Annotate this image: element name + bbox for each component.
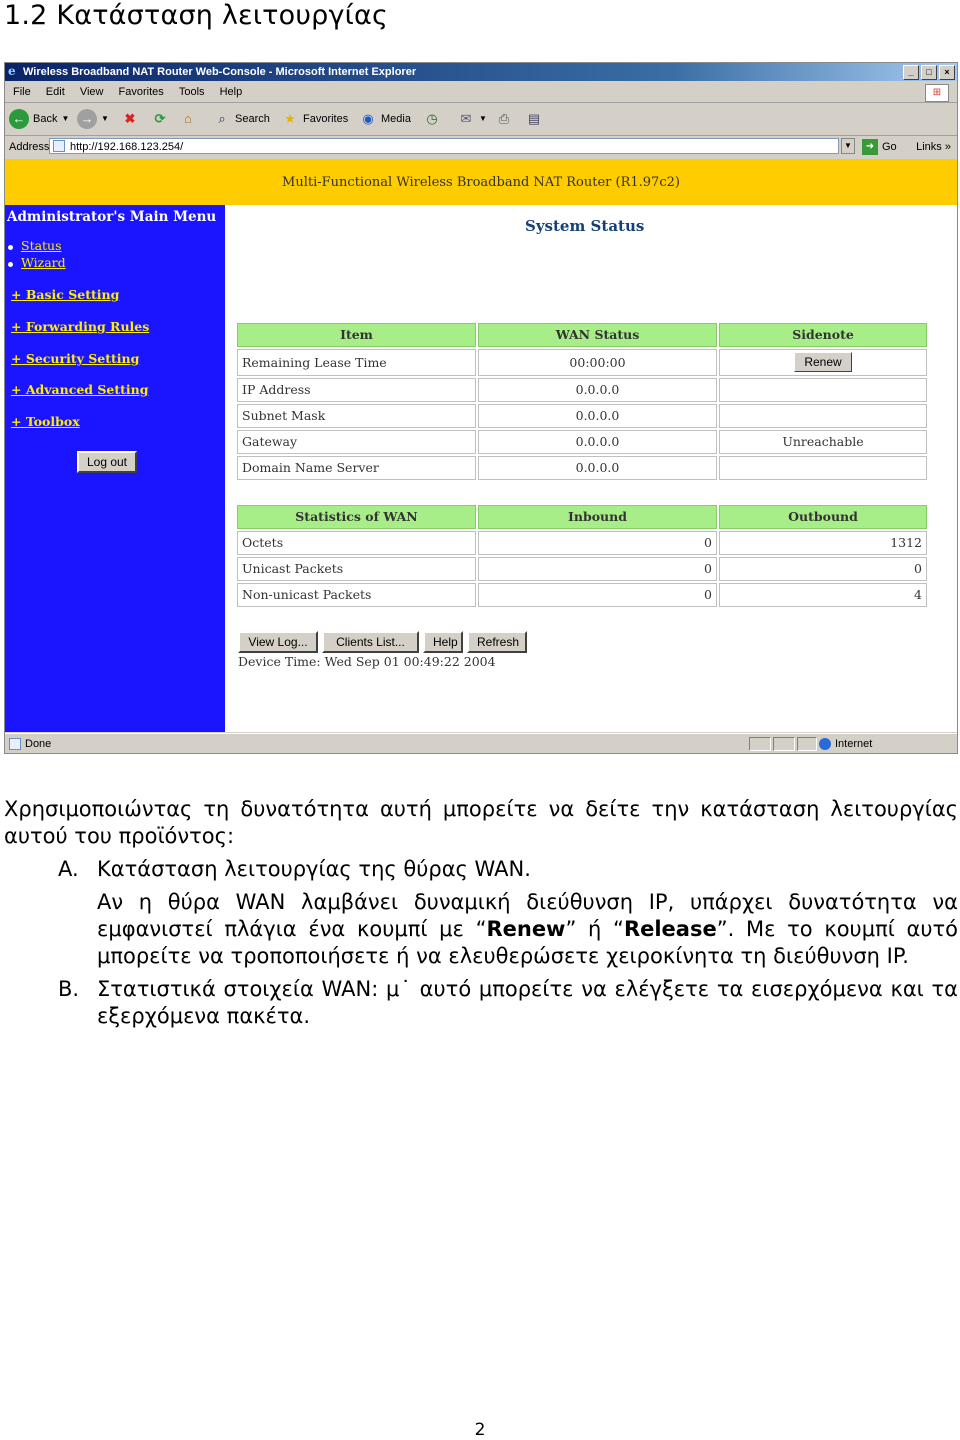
go-arrow-icon: ➜ <box>862 139 878 155</box>
stop-icon: ✖ <box>124 111 136 126</box>
home-icon: ⌂ <box>184 111 192 126</box>
table-row <box>237 430 929 456</box>
window-title: Wireless Broadband NAT Router Web-Console - Microsoft Internet Explorer <box>23 66 417 78</box>
history-icon: ◷ <box>426 111 438 126</box>
printer-icon: ⎙ <box>498 111 510 126</box>
media-icon: ◉ <box>362 111 374 126</box>
row-value: 0.0.0.0 <box>478 404 717 428</box>
row-inbound: 0 <box>478 583 717 607</box>
favorites-button[interactable]: ★ Favorites <box>281 108 348 130</box>
windows-flag-icon: ⊞ <box>925 84 949 102</box>
mail-icon: ✉ <box>460 111 472 126</box>
list-marker-a: A. <box>58 857 79 881</box>
table-row <box>237 378 929 404</box>
table-header-row <box>237 505 929 531</box>
clients-list-button[interactable]: Clients List... <box>322 631 419 653</box>
admin-menu-title: Administrator's Main Menu <box>7 209 217 225</box>
action-buttons <box>238 631 527 653</box>
row-item: Remaining Lease Time <box>237 349 476 376</box>
status-text: Done <box>25 738 52 750</box>
sidebar-item-advanced-setting[interactable]: + Advanced Setting <box>11 382 149 397</box>
header-inbound: Inbound <box>478 505 717 529</box>
table-row <box>237 557 929 583</box>
list-marker-b: B. <box>58 977 80 1001</box>
address-dropdown-icon[interactable]: ▼ <box>841 138 855 154</box>
menu-file[interactable]: File <box>13 86 31 98</box>
ie-logo-icon: e <box>8 64 16 78</box>
router-banner-title: Multi-Functional Wireless Broadband NAT Router (R1.97c2) <box>282 175 680 190</box>
section-heading: 1.2 Κατάσταση λειτουργίας <box>4 0 389 31</box>
header-statistics: Statistics of WAN <box>237 505 476 529</box>
sidebar-item-wizard[interactable]: Wizard <box>21 255 66 270</box>
go-button[interactable]: ➜ Go <box>862 136 897 158</box>
status-segment <box>773 737 795 751</box>
address-bar <box>5 136 957 158</box>
maximize-icon[interactable]: □ <box>921 65 937 80</box>
sidebar-item-toolbox[interactable]: + Toolbox <box>11 414 80 429</box>
forward-arrow-icon: → <box>77 109 97 129</box>
status-segment <box>749 737 771 751</box>
list-item-b-text: Στατιστικά στοιχεία WAN: μ˙ αυτό μπορείτε να ελέγξετε τα εισερχόμενα και τα εξερχόμενα πακέτα. <box>97 977 958 1028</box>
view-log-button[interactable]: View Log... <box>238 631 318 653</box>
row-outbound: 4 <box>719 583 927 607</box>
renew-button[interactable]: Renew <box>794 352 852 372</box>
table-row <box>237 404 929 430</box>
links-button[interactable]: Links » <box>916 141 951 153</box>
bullet-icon <box>8 262 13 267</box>
chevron-down-icon: ▼ <box>61 114 70 123</box>
search-icon: ⌕ <box>218 111 226 126</box>
history-button[interactable] <box>423 108 441 130</box>
page-number: 2 <box>474 1420 486 1440</box>
page-title: System Status <box>525 217 645 235</box>
row-note <box>719 349 927 376</box>
forward-button[interactable] <box>77 108 109 130</box>
release-term: Release <box>623 917 717 941</box>
sidebar-item-basic-setting[interactable]: + Basic Setting <box>11 287 120 302</box>
router-page <box>5 159 957 732</box>
refresh-icon: ⟳ <box>154 111 166 126</box>
header-item: Item <box>237 323 476 347</box>
stop-button[interactable] <box>121 108 139 130</box>
admin-sidebar <box>5 205 225 732</box>
table-row <box>237 531 929 557</box>
row-inbound: 0 <box>478 531 717 555</box>
sidebar-item-forwarding-rules[interactable]: + Forwarding Rules <box>11 319 150 334</box>
row-item: Gateway <box>237 430 476 454</box>
renew-term: Renew <box>486 917 566 941</box>
media-button[interactable]: ◉ Media <box>359 108 411 130</box>
security-zone: Internet <box>819 734 872 754</box>
row-item: Non-unicast Packets <box>237 583 476 607</box>
menu-help[interactable]: Help <box>219 86 243 98</box>
router-banner <box>5 159 957 205</box>
menu-tools[interactable]: Tools <box>178 86 205 98</box>
row-outbound: 0 <box>719 557 927 581</box>
close-icon[interactable]: × <box>939 65 955 80</box>
list-item-a-title: Κατάσταση λειτουργίας της θύρας WAN. <box>97 857 531 881</box>
sidebar-item-security-setting[interactable]: + Security Setting <box>11 351 140 366</box>
list-item-a-text: Αν η θύρα WAN λαμβάνει δυναμική διεύθυνση IP, υπάρχει δυνατότητα να εμφανιστεί πλάγια ένα κουμπί με “Renew” ή “Release”. Με το κουμπί αυτό μπορείτε να τροποποιήσετε ή να ελευθερώσετε χειροκίνητα τη διεύθυνση IP. <box>97 890 959 968</box>
menu-view[interactable]: View <box>79 86 104 98</box>
row-note: Unreachable <box>719 430 927 454</box>
mail-button[interactable] <box>457 108 487 130</box>
refresh-button[interactable] <box>151 108 169 130</box>
chevron-down-icon: ▼ <box>101 114 109 123</box>
logout-button[interactable]: Log out <box>77 451 137 473</box>
edit-icon: ▤ <box>527 111 541 126</box>
row-item: Octets <box>237 531 476 555</box>
menu-edit[interactable]: Edit <box>45 86 65 98</box>
header-wan-status: WAN Status <box>478 323 717 347</box>
status-segment <box>797 737 817 751</box>
wan-status-table <box>237 323 929 482</box>
header-sidenote: Sidenote <box>719 323 927 347</box>
row-inbound: 0 <box>478 557 717 581</box>
back-button[interactable]: ← Back ▼ <box>9 108 69 130</box>
row-value: 0.0.0.0 <box>478 378 717 402</box>
row-outbound: 1312 <box>719 531 927 555</box>
home-button[interactable] <box>179 108 197 130</box>
row-item: Unicast Packets <box>237 557 476 581</box>
row-value: 0.0.0.0 <box>478 430 717 454</box>
help-button[interactable]: Help <box>423 631 463 653</box>
menu-bar <box>5 82 957 103</box>
address-input[interactable]: http://192.168.123.254/ <box>49 138 839 154</box>
row-value: 0.0.0.0 <box>478 456 717 480</box>
row-note <box>719 378 927 402</box>
wan-statistics-table <box>237 505 929 609</box>
search-button[interactable]: ⌕ Search <box>213 108 270 130</box>
refresh-page-button[interactable]: Refresh <box>467 631 527 653</box>
chevron-right-icon: » <box>944 141 951 153</box>
globe-icon <box>819 738 831 750</box>
address-label: Address <box>9 141 50 153</box>
table-row <box>237 583 929 609</box>
window-titlebar <box>5 63 957 81</box>
header-outbound: Outbound <box>719 505 927 529</box>
device-time: Device Time: Wed Sep 01 00:49:22 2004 <box>238 654 496 669</box>
row-note <box>719 456 927 480</box>
table-row <box>237 456 929 482</box>
minimize-icon[interactable]: _ <box>903 65 919 80</box>
row-item: Subnet Mask <box>237 404 476 428</box>
toolbar <box>5 103 957 136</box>
page-icon <box>53 140 65 152</box>
star-icon: ★ <box>284 111 296 126</box>
intro-paragraph: Χρησιμοποιώντας τη δυνατότητα αυτή μπορείτε να δείτε την κατάσταση λειτουργίας αυτού του προϊόντος: <box>4 797 958 848</box>
status-bar <box>5 733 957 754</box>
sidebar-item-status[interactable]: Status <box>21 238 62 253</box>
browser-window <box>4 62 958 754</box>
page-icon <box>9 738 21 750</box>
chevron-down-icon: ▼ <box>479 114 487 123</box>
bullet-icon <box>8 245 13 250</box>
row-item: Domain Name Server <box>237 456 476 480</box>
menu-favorites[interactable]: Favorites <box>118 86 164 98</box>
edit-button[interactable] <box>525 108 543 130</box>
table-row <box>237 349 929 378</box>
row-value: 00:00:00 <box>478 349 717 376</box>
back-arrow-icon: ← <box>9 109 29 129</box>
row-note <box>719 404 927 428</box>
row-item: IP Address <box>237 378 476 402</box>
table-header-row <box>237 323 929 349</box>
print-button[interactable] <box>495 108 513 130</box>
